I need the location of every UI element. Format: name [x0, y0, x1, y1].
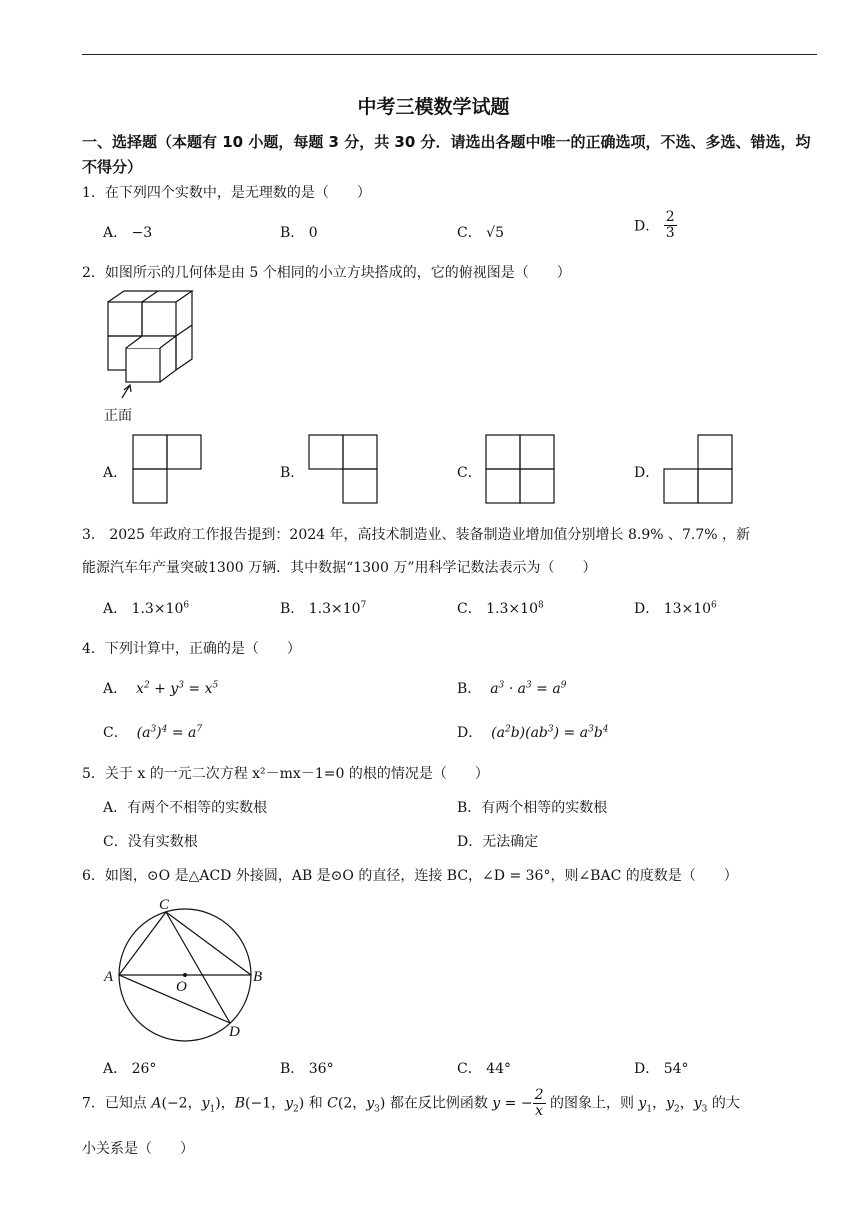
- point-label-d: D: [229, 1024, 240, 1040]
- q2-option-b[interactable]: B．: [280, 465, 305, 481]
- q3-option-d[interactable]: D． $13\times 10^6$: [634, 600, 717, 617]
- question-2-stem: 2．如图所示的几何体是由 5 个相同的小立方块搭成的，它的俯视图是（ ）: [82, 265, 571, 281]
- q5-option-c[interactable]: C．没有实数根: [103, 834, 198, 850]
- question-3-stem-line2: 能源汽车年产量突破1300 万辆．其中数据“1300 万”用科学记数法表示为（ ）: [82, 560, 597, 576]
- q4-d-formula: $(a^2b)(ab^3) = a^3b^4$: [486, 724, 609, 741]
- q4-a-formula: $x^2 + y^3 = x^5$: [131, 680, 219, 697]
- q4-option-c[interactable]: C． $(a^3)^4 = a^7$: [103, 724, 203, 741]
- cube-solid-figure: [100, 288, 210, 408]
- q4-option-a[interactable]: A． $x^2 + y^3 = x^5$: [103, 680, 219, 697]
- question-5-stem: 5．关于 x 的一元二次方程 x²－mx－1=0 的根的情况是（ ）: [82, 766, 489, 782]
- question-7-stem-line2: 小关系是（ ）: [82, 1141, 194, 1157]
- q2-option-a-figure: [132, 434, 202, 504]
- q3-option-b[interactable]: B． $1.3\times 10^7$: [280, 600, 367, 617]
- question-6-stem: 6．如图，⊙O 是△ACD 外接圆，AB 是⊙O 的直径，连接 BC，∠D = 36°，则∠BAC 的度数是（ ）: [82, 868, 738, 884]
- header-rule: [82, 54, 817, 55]
- point-label-c: C: [159, 897, 170, 913]
- q1-option-b[interactable]: B． 0: [280, 225, 318, 241]
- section-heading: 一、选择题（本题有 10 小题，每题 3 分，共 30 分．请选出各题中唯一的正确选项，不选、多选、错选，均不得分）: [82, 133, 811, 176]
- question-7-stem-line1: 7．已知点 A(−2，$y_1$)，B(−1，$y_2$) 和 C(2，$y_3$) 都在反比例函数 y = − $\frac{2}{x}$ 的图象上，则 $y_1$，$y_2$，$y_3$ 的大: [82, 1087, 740, 1119]
- question-4-stem: 4．下列计算中，正确的是（ ）: [82, 641, 301, 657]
- q2-option-b-figure: [308, 434, 378, 504]
- q2-option-a[interactable]: A．: [103, 465, 128, 481]
- q1-option-c[interactable]: C． √5: [457, 225, 504, 241]
- question-1-stem: 1．在下列四个实数中，是无理数的是（ ）: [82, 185, 371, 201]
- q6-option-b[interactable]: B． 36°: [280, 1061, 334, 1077]
- q2-option-c-figure: [485, 434, 555, 504]
- point-label-o: O: [176, 979, 187, 995]
- q3-option-a[interactable]: A． $1.3\times 10^6$: [103, 600, 190, 617]
- q2-option-d-figure: [663, 434, 733, 504]
- question-3-stem-line1: 3． 2025 年政府工作报告提到：2024 年，高技术制造业、装备制造业增加值分别增长 8.9% 、7.7% ，新: [82, 527, 750, 543]
- q6-option-d[interactable]: D． 54°: [634, 1061, 689, 1077]
- fraction-two-thirds: $\frac{2}{3}$: [665, 209, 675, 241]
- q4-b-formula: $a^3 \cdot a^3 = a^9$: [485, 680, 567, 697]
- q5-option-a[interactable]: A．有两个不相等的实数根: [103, 800, 268, 816]
- page-title: 中考三模数学试题: [357, 96, 510, 118]
- q2-option-d[interactable]: D．: [634, 465, 660, 481]
- q3-option-c[interactable]: C． $1.3\times 10^8$: [457, 600, 544, 617]
- q5-option-b[interactable]: B．有两个相等的实数根: [457, 800, 608, 816]
- q4-option-b[interactable]: B． $a^3 \cdot a^3 = a^9$: [457, 680, 567, 697]
- q4-c-formula: $(a^3)^4 = a^7$: [132, 724, 203, 741]
- point-label-a: A: [104, 969, 114, 985]
- q6-option-c[interactable]: C． 44°: [457, 1061, 511, 1077]
- q2-option-c[interactable]: C．: [457, 465, 482, 481]
- front-view-caption: 正面: [104, 408, 132, 424]
- q5-option-d[interactable]: D．无法确定: [457, 834, 539, 850]
- circle-geometry-figure: [100, 893, 275, 1043]
- q1-option-d[interactable]: D． $\frac{2}{3}$: [634, 209, 675, 241]
- q1-option-a[interactable]: A． −3: [103, 225, 153, 241]
- q4-option-d[interactable]: D． $(a^2b)(ab^3) = a^3b^4$: [457, 724, 609, 741]
- q6-option-a[interactable]: A． 26°: [103, 1061, 157, 1077]
- point-label-b: B: [253, 969, 263, 985]
